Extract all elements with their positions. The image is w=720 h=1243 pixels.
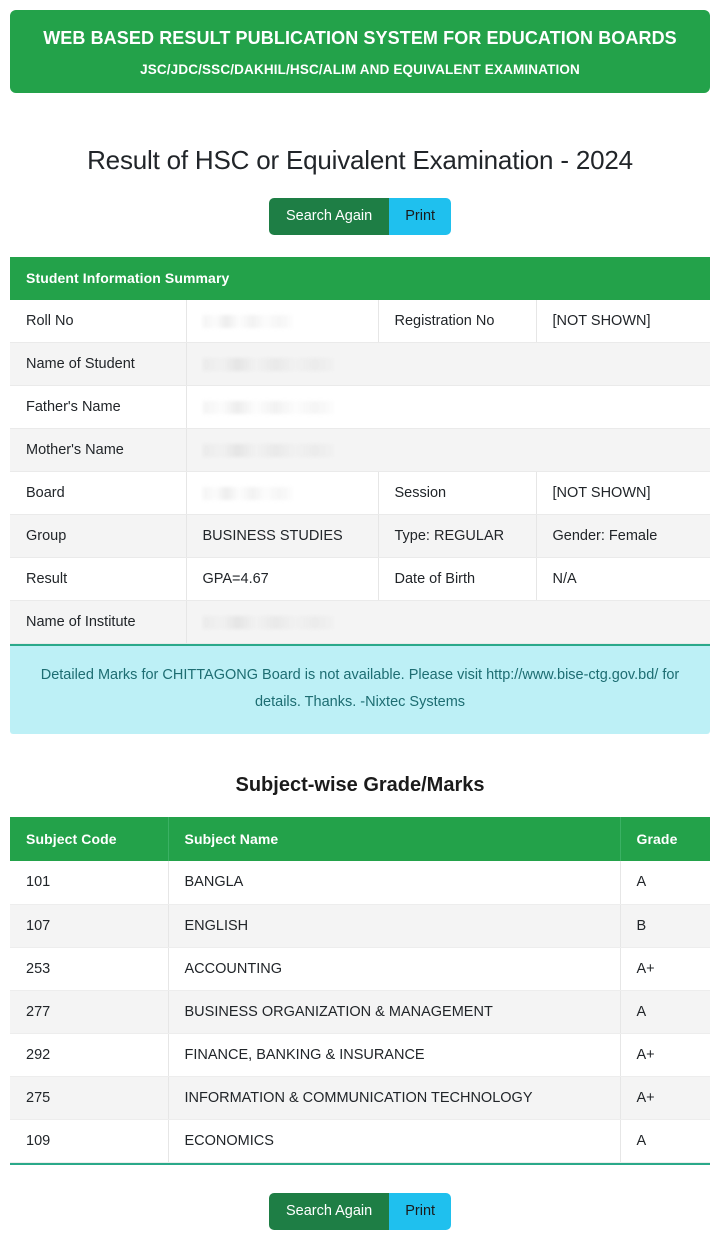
- cell-subject-code: 253: [10, 947, 168, 990]
- student-information-header-row: [10, 257, 710, 300]
- row-label-mothers-name: Mother's Name: [10, 429, 186, 472]
- cell-subject-code: 277: [10, 990, 168, 1033]
- cell-subject-name: BANGLA: [168, 861, 620, 904]
- search-again-button-top[interactable]: Search Again: [269, 198, 389, 235]
- table-row: [10, 300, 710, 343]
- row-label-registration-no: Registration No: [378, 300, 536, 343]
- row-value-fathers-name: [186, 386, 710, 429]
- row-value-gender: Gender: Female: [536, 515, 710, 558]
- top-action-bar: [0, 198, 720, 235]
- row-value-name-of-student: [186, 343, 710, 386]
- table-row: [10, 904, 710, 947]
- cell-grade: A+: [620, 1076, 710, 1119]
- subject-grades-body: [10, 861, 710, 1162]
- subject-grades-section-title: Subject-wise Grade/Marks: [235, 774, 485, 797]
- banner-title: WEB BASED RESULT PUBLICATION SYSTEM FOR EDUCATION BOARDS: [43, 28, 677, 48]
- cell-subject-name: FINANCE, BANKING & INSURANCE: [168, 1033, 620, 1076]
- row-label-name-of-student: Name of Student: [10, 343, 186, 386]
- table-row: [10, 343, 710, 386]
- row-value-gpa: GPA=4.67: [186, 558, 378, 601]
- row-value-board: [186, 472, 378, 515]
- button-group-bottom: [269, 1193, 451, 1230]
- redacted-value: [203, 315, 293, 328]
- student-information-table: [10, 257, 710, 645]
- redacted-value: [203, 444, 335, 457]
- subject-grades-head: [10, 817, 710, 861]
- banner-subtitle: JSC/JDC/SSC/DAKHIL/HSC/ALIM AND EQUIVALENT EXAMINATION: [140, 61, 580, 77]
- row-value-roll-no: [186, 300, 378, 343]
- cell-grade: A: [620, 990, 710, 1033]
- button-group-top: [269, 198, 451, 235]
- redacted-value: [203, 487, 293, 500]
- cell-grade: A: [620, 1119, 710, 1162]
- cell-subject-name: ENGLISH: [168, 904, 620, 947]
- cell-subject-name: BUSINESS ORGANIZATION & MANAGEMENT: [168, 990, 620, 1033]
- row-value-session: [NOT SHOWN]: [536, 472, 710, 515]
- row-value-registration-no: [NOT SHOWN]: [536, 300, 710, 343]
- cell-subject-code: 101: [10, 861, 168, 904]
- row-value-group: BUSINESS STUDIES: [186, 515, 378, 558]
- redacted-value: [203, 616, 335, 629]
- table-row: [10, 601, 710, 644]
- table-row: [10, 515, 710, 558]
- row-value-date-of-birth: N/A: [536, 558, 710, 601]
- table-row: [10, 386, 710, 429]
- cell-grade: A: [620, 861, 710, 904]
- row-label-date-of-birth: Date of Birth: [378, 558, 536, 601]
- table-row: [10, 990, 710, 1033]
- row-label-board: Board: [10, 472, 186, 515]
- table-row: [10, 947, 710, 990]
- row-label-name-of-institute: Name of Institute: [10, 601, 186, 644]
- row-label-session: Session: [378, 472, 536, 515]
- redacted-value: [203, 401, 335, 414]
- cell-subject-name: INFORMATION & COMMUNICATION TECHNOLOGY: [168, 1076, 620, 1119]
- table-row: [10, 429, 710, 472]
- column-header-subject-name: Subject Name: [168, 817, 620, 861]
- print-button-bottom[interactable]: Print: [389, 1193, 451, 1230]
- table-row: [10, 1076, 710, 1119]
- table-row: [10, 1119, 710, 1162]
- cell-subject-code: 275: [10, 1076, 168, 1119]
- table-row: [10, 472, 710, 515]
- cell-subject-code: 292: [10, 1033, 168, 1076]
- cell-grade: A+: [620, 947, 710, 990]
- cell-grade: A+: [620, 1033, 710, 1076]
- site-banner: [10, 10, 710, 93]
- detailed-marks-alert: Detailed Marks for CHITTAGONG Board is not available. Please visit http://www.bise-ctg.gov.bd/ for details. Thanks. -Nixtec Systems: [10, 644, 710, 734]
- cell-subject-name: ACCOUNTING: [168, 947, 620, 990]
- table-row: [10, 558, 710, 601]
- search-again-button-bottom[interactable]: Search Again: [269, 1193, 389, 1230]
- print-button-top[interactable]: Print: [389, 198, 451, 235]
- student-information-section: [10, 257, 710, 645]
- row-value-name-of-institute: [186, 601, 710, 644]
- cell-subject-code: 107: [10, 904, 168, 947]
- row-label-roll-no: Roll No: [10, 300, 186, 343]
- redacted-value: [203, 358, 335, 371]
- row-label-fathers-name: Father's Name: [10, 386, 186, 429]
- column-header-grade: Grade: [620, 817, 710, 861]
- column-header-subject-code: Subject Code: [10, 817, 168, 861]
- table-row: [10, 1033, 710, 1076]
- row-label-result: Result: [10, 558, 186, 601]
- bottom-action-bar: [0, 1193, 720, 1230]
- cell-subject-name: ECONOMICS: [168, 1119, 620, 1162]
- row-value-mothers-name: [186, 429, 710, 472]
- cell-subject-code: 109: [10, 1119, 168, 1162]
- subject-grades-table: [10, 817, 710, 1163]
- student-information-header-label: Student Information Summary: [10, 257, 710, 300]
- row-label-type: Type: REGULAR: [378, 515, 536, 558]
- subject-grades-header-row: [10, 817, 710, 861]
- table-row: [10, 861, 710, 904]
- row-label-group: Group: [10, 515, 186, 558]
- page-title: Result of HSC or Equivalent Examination - 2024: [87, 144, 633, 175]
- cell-grade: B: [620, 904, 710, 947]
- subject-grades-section: [10, 817, 710, 1165]
- student-information-body: [10, 257, 710, 644]
